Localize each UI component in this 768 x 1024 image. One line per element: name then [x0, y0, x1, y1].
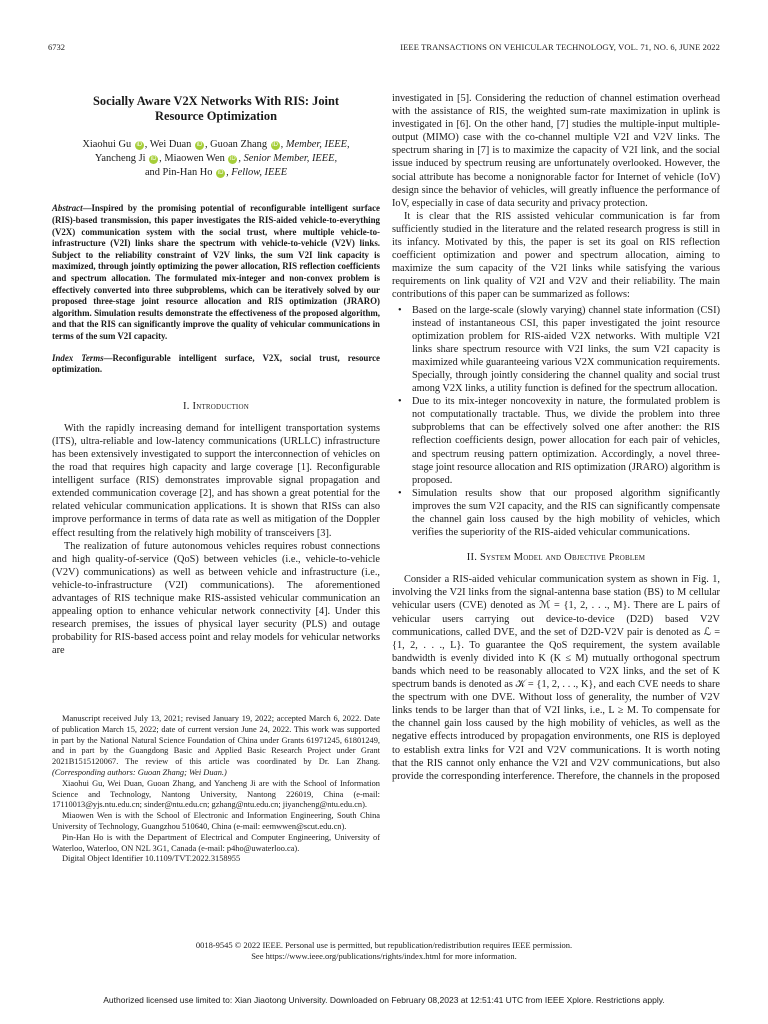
- footnote-affiliation: Pin-Han Ho is with the Department of Electrical and Computer Engineering, University of Waterloo, Waterloo, ON N2L 3G1, Canada (e-mail: p4ho@uwaterloo.ca).: [52, 832, 380, 853]
- author-name: Xiaohui Gu: [82, 139, 132, 150]
- body-paragraph: With the rapidly increasing demand for intelligent transportation systems (ITS), ultra-reliable and low-latency communications (URLLC) infrastructure has been extensively investigated to support the interconnection of vehicles on the road that requires high capacity and large coverage [1]. Reconfigurable intelligent surface (RIS) demonstrates improvable signal propagation and extended communication coverage [2], and has shown a great potential for the related vehicular communication applications. It is shown that RISs can also improve performance in terms of data rate as well as mitigation of the Doppler effect resulting from the relatively high mobility of transceivers [3].: [52, 422, 380, 539]
- body-paragraph: It is clear that the RIS assisted vehicular communication is far from sufficiently studied in the literature and the related research progress is still in its infancy. Motivated by this, the paper is set its goal on RIS reflection coefficient optimization and power and spectrum allocation, aiming to maximize the sum capacity of the V2I links while satisfying the various requirements on link quality of V2I and V2V and their reliability. The main contributions of this paper can be summarized as follows:: [392, 210, 720, 301]
- rights-link[interactable]: See https://www.ieee.org/publications/rights/index.html for more information.: [251, 951, 517, 961]
- orcid-icon[interactable]: iD: [217, 169, 224, 176]
- body-paragraph: investigated in [5]. Considering the reduction of channel estimation overhead with the assistance of RIS, the weighted sum-rate maximization in uplink is investigated in [6]. On the other hand, [7] studies the multiple-input multiple-output (MIMO) case with the co-channel multiple V2I and V2V links. The spectrum sharing in [7] is to maximize the capacity of V2I link, and the social issue induced by spectrum reusing are unfortunately overlooked. However, the social attribute has become a nonignorable factor for Internet of vehicle (IoV) design since the behavior of vehicles, will greatly influence the performance of IoV, especially in case of data security and privacy protection.: [392, 93, 720, 209]
- orcid-icon[interactable]: iD: [196, 142, 203, 148]
- list-item: • Due to its mix-integer noncovexity in nature, the formulated problem is not computationally tractable. Thus, we divide the problem into three subproblems that can be effectively solved one after another: the RIS reflection coefficients design, power allocation for each pair of vehicles, and spectrum reusing pattern optimization. Accordingly, a novel three-stage joint resource allocation and RIS optimization (JRARO) algorithm is proposed.: [392, 395, 720, 487]
- paper-title: [52, 94, 380, 124]
- abstract-text: —Inspired by the promising potential of reconfigurable intelligent surface (RIS)-based transmission, this paper investigates the RIS-aided vehicle-to-everything (V2X) communication system with the social trust, where multiple vehicle-to-infrastructure (V2I) links share the spectrum with vehicle-to-vehicle (V2V) links. Subject to the reliability constraint of V2V links, the sum V2I link capacity is maximized, through jointly optimizing the power allocation, RIS reflection coefficients and spectrum allocation. The formulated mix-integer and non-convex problem is effectively converted into three subproblems, which can be iteratively solved by our proposed three-stage joint resource allocation and RIS optimization (JRARO) algorithm. Simulation results demonstrate the effectiveness of the proposed algorithm, and that the RIS can significantly improve the quality of vehicular communications in terms of the sum V2I capacity.: [52, 203, 380, 341]
- section-heading-introduction: [52, 400, 380, 413]
- author-name: , Guoan Zhang: [204, 139, 268, 150]
- left-column: [52, 92, 380, 657]
- abstract: [52, 203, 380, 342]
- footnote-affiliation: Miaowen Wen is with the School of Electronic and Information Engineering, South China University of Technology, Guangzhou 510640, China (e-mail: eemwwen@scut.edu.cn).: [52, 811, 380, 831]
- license-notice: Authorized licensed use limited to: Xian Jiaotong University. Downloaded on February 08,2023 at 12:51:41 UTC from IEEE Xplore. Restrictions apply.: [103, 995, 665, 1005]
- index-terms: [52, 353, 380, 376]
- doi[interactable]: Digital Object Identifier 10.1109/TVT.2022.3158955: [62, 854, 241, 864]
- author-line-2: [52, 152, 380, 166]
- copyright-line: 0018-9545 © 2022 IEEE. Personal use is permitted, but republication/redistribution requires IEEE permission.: [195, 940, 573, 950]
- author-name: Yancheng Ji: [94, 152, 146, 164]
- corresponding-authors: (Corresponding authors: Guoan Zhang; Wei Duan.): [52, 767, 227, 777]
- index-terms-label: Index Terms: [52, 352, 104, 363]
- orcid-icon[interactable]: iD: [230, 155, 236, 162]
- section-heading-system-model: [392, 551, 720, 564]
- author-membership: , Fellow, IEEE: [226, 166, 288, 178]
- orcid-icon[interactable]: iD: [150, 155, 157, 162]
- body-paragraph: Consider a RIS-aided vehicular communication system as shown in Fig. 1, involving the V2I links from the signal-antenna base station (BS) to M cellular vehicular users (CVE) denoted as ℳ = {1, 2, . . ., M}. There are L pairs of vehicular users carrying out device-to-device (D2D) based V2V communications, called DVE, and the set of D2D-V2V pair is denoted as ℒ = {1, 2, . . ., L}. To guarantee the QoS requirement, the system available bandwidth is evenly divided into K (K ≤ M) mutually orthogonal spectrum bands which need to be reasonably allocated to V2X links, and the set of K spectrum bands is denoted as 𝒦 = {1, 2, . . ., K}, and each CVE needs to share the spectrum with one DVE. Without loss of generality, the number of V2V links tends to be larger than that of V2I links, i.e., L ≥ M. To compensate for the channel gain loss caused by the high mobility of vehicles, as well as the negative effects introduced by propagation environments, one RIS is deployed to establish extra links for V2I and V2V communications. It is worth noting that the RIS cannot only enhance the V2I and V2V communications, but also provide the corresponding interference. Therefore, the channels in the proposed: [392, 574, 720, 782]
- orcid-icon[interactable]: iD: [272, 142, 278, 148]
- orcid-icon[interactable]: iD: [136, 142, 143, 148]
- page-number: 6732: [48, 42, 65, 52]
- list-item: • Simulation results show that our proposed algorithm significantly improves the sum V2I capacity, and the RIS can significantly compensate the channel gain loss caused by the high mobility of vehicles, which verifies the superiority of the RIS-aided vehicular communications.: [392, 487, 720, 539]
- author-list: [52, 138, 380, 179]
- section-number: I.: [183, 400, 193, 412]
- author-line-1: [52, 138, 380, 152]
- list-item: • Based on the large-scale (slowly varying) channel state information (CSI) instead of instantaneous CSI, this paper investigated the joint resource optimization problem for RIS-aided V2X networks. With multiple V2I links share spectrum resource with V2I links, the sum V2I capacity is maximized while guaranteeing various V2X communication requirements. Specially, through jointly considering the channel quality and social trust among V2X links, a utility function is defined for the spectrum allocation.: [392, 304, 720, 396]
- author-membership: , Senior Member, IEEE,: [238, 152, 338, 164]
- copyright-notice: [0, 940, 768, 962]
- section-title: System Model and Objective Problem: [479, 552, 646, 564]
- author-name: , Wei Duan: [144, 139, 192, 150]
- section-title: Introduction: [192, 400, 249, 412]
- body-paragraph: The realization of future autonomous vehicles requires robust connections and high quality-of-service (QoS) between vehicles (i.e., vehicle-to-vehicle (V2V) communications) as well as between vehicle and infrastructure (i.e., vehicle-to-infrastructure (V2I) communications). The aforementioned advantages of RIS technique make RIS-assisted vehicular communication an appealing option to enhance vehicular network connectivity [4]. Under this research premises, the issues of physical layer security (PLS) and outage probability for RIS-based access point and relay models for vehicular networks are: [52, 540, 380, 657]
- author-name: , Miaowen Wen: [159, 152, 225, 164]
- footnote-affiliation: Xiaohui Gu, Wei Duan, Guoan Zhang, and Yancheng Ji are with the School of Information Science and Technology, Nantong University, Nantong 226019, China (e-mail: 17110013@yjs.ntu.edu.cn; sinder@ntu.edu.cn; gzhang@ntu.edu.cn; jiyancheng@ntu.edu.cn).: [52, 778, 380, 810]
- title-line-1: Socially Aware V2X Networks With RIS: Joint: [93, 94, 339, 108]
- right-column: [392, 92, 720, 783]
- footnote-manuscript: [52, 714, 380, 779]
- title-line-2: Resource Optimization: [155, 109, 277, 123]
- index-terms-text: —Reconfigurable intelligent surface, V2X, social trust, resource optimization.: [52, 352, 380, 375]
- footnote-block: [52, 714, 380, 865]
- author-membership: , Member, IEEE,: [280, 139, 350, 150]
- footnote-text: Manuscript received July 13, 2021; revised January 19, 2022; accepted March 6, 2022. Date of publication March 15, 2022; date of current version June 24, 2022. This work was supported in part by the National Natural Science Foundation of China under Grants 61971245, 61801249, and in part by the Guangdong Basic and Applied Basic Research Project under Grant 2021B1515120067. The review of this article was coordinated by Dr. Lan Zhang.: [52, 714, 380, 767]
- abstract-label: Abstract: [52, 203, 83, 214]
- section-number: II.: [466, 552, 480, 564]
- author-name: and Pin-Han Ho: [144, 166, 213, 178]
- running-header: IEEE TRANSACTIONS ON VEHICULAR TECHNOLOGY, VOL. 71, NO. 6, JUNE 2022: [400, 42, 720, 52]
- author-line-3: [52, 166, 380, 180]
- contributions-list: [392, 304, 720, 540]
